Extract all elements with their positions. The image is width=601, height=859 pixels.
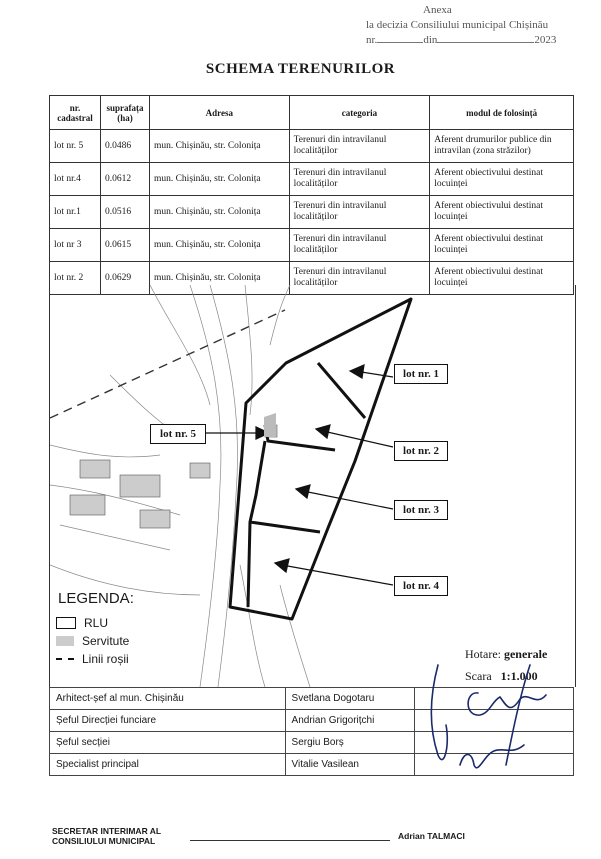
hotare-label: Hotare:: [465, 647, 501, 661]
legend-item-rlu: [56, 616, 176, 630]
cell-category: Terenuri din intravilanul localităților: [289, 130, 430, 163]
footer-secretary-title: [52, 826, 161, 846]
cell-address: mun. Chișinău, str. Colonița: [149, 262, 289, 295]
col-adresa: Adresa: [149, 96, 289, 130]
signatory-role: Șeful Direcției funciare: [50, 710, 286, 732]
cell-category: Terenuri din intravilanul localităților: [289, 196, 430, 229]
arrow-lot-2: [316, 425, 330, 438]
cell-area: 0.0516: [100, 196, 149, 229]
legend-item-linii-rosii: [56, 652, 176, 666]
decision-number-line: [366, 34, 556, 46]
legend-linii-rosii-text: Linii roșii: [82, 652, 129, 666]
arrow-lot-3: [296, 485, 310, 498]
dashed-boundary-line: [50, 310, 285, 418]
hotare-value: generale: [503, 647, 548, 661]
legend-rlu-text: RLU: [84, 616, 109, 630]
signatory-role: Arhitect-șef al mun. Chișinău: [50, 688, 286, 710]
servitute-swatch: [56, 636, 74, 646]
signatory-name: Andrian Grigorițchi: [285, 710, 415, 732]
footer-name: Adrian TALMACI: [398, 831, 465, 841]
cell-area: 0.0486: [100, 130, 149, 163]
lots-perimeter: [230, 299, 411, 619]
cell-category: Terenuri din intravilanul localităților: [289, 262, 430, 295]
cell-address: mun. Chișinău, str. Colonița: [149, 130, 289, 163]
arrow-lot-1: [350, 365, 364, 378]
cell-address: mun. Chișinău, str. Colonița: [149, 229, 289, 262]
cell-use: Aferent drumurilor publice din intravilan (zona străzilor): [430, 130, 574, 163]
table-row: [50, 196, 574, 229]
cell-nr: lot nr. 5: [50, 130, 101, 163]
col-modul-folosinta: modul de folosință: [430, 96, 574, 130]
col-categoria: categoria: [289, 96, 430, 130]
legend: [56, 590, 176, 666]
page-title: SCHEMA TERENURILOR: [205, 61, 396, 77]
arrow-lot-4: [275, 559, 289, 572]
lot-1-label: lot nr. 1: [394, 364, 448, 384]
scara-label: Scara: [465, 669, 492, 683]
scara-value: 1:1.000: [500, 669, 538, 683]
annex-label: Anexa: [423, 4, 452, 16]
table-header-row: [50, 96, 574, 130]
lots-outline: [230, 299, 411, 619]
cell-use: Aferent obiectivului destinat locuinței: [430, 229, 574, 262]
cell-address: mun. Chișinău, str. Colonița: [149, 163, 289, 196]
plots-table: [49, 95, 574, 295]
table-row: [50, 163, 574, 196]
col-nr-cadastral: nr. cadastral: [50, 96, 101, 130]
table-row: [50, 130, 574, 163]
decision-label: la decizia Consiliului municipal Chișinău: [366, 19, 549, 31]
table-row: [50, 229, 574, 262]
cell-nr: lot nr.1: [50, 196, 101, 229]
signatory-name: Svetlana Dogotaru: [285, 688, 415, 710]
cell-use: Aferent obiectivului destinat locuinței: [430, 262, 574, 295]
legend-title: LEGENDA:: [58, 590, 134, 607]
rlu-swatch: [56, 617, 76, 629]
legend-item-servitute: [56, 634, 176, 648]
servitude-patch: [264, 413, 276, 437]
lot-4-label: lot nr. 4: [394, 576, 448, 596]
signatory-role: Șeful secției: [50, 732, 286, 754]
cadastral-map: [49, 285, 576, 687]
cell-use: Aferent obiectivului destinat locuinței: [430, 196, 574, 229]
cell-use: Aferent obiectivului destinat locuinței: [430, 163, 574, 196]
cell-nr: lot nr. 2: [50, 262, 101, 295]
lot-3-label: lot nr. 3: [394, 500, 448, 520]
cell-area: 0.0629: [100, 262, 149, 295]
signatory-name: Sergiu Borș: [285, 732, 415, 754]
cell-area: 0.0615: [100, 229, 149, 262]
footer-line2: CONSILIULUI MUNICIPAL: [52, 836, 156, 846]
linii-rosii-swatch: [56, 658, 74, 660]
lot-5-label: lot nr. 5: [150, 424, 206, 444]
footer-signature-line: [190, 840, 390, 841]
col-suprafata: suprafața (ha): [100, 96, 149, 130]
cell-nr: lot nr.4: [50, 163, 101, 196]
year-label: 2023: [534, 34, 557, 46]
lot-divider-5: [248, 522, 250, 607]
cell-nr: lot nr 3: [50, 229, 101, 262]
signatory-name: Vitalie Vasilean: [285, 754, 415, 776]
cell-address: mun. Chișinău, str. Colonița: [149, 196, 289, 229]
signatory-role: Specialist principal: [50, 754, 286, 776]
din-label: din: [423, 34, 438, 46]
handwritten-signatures: [420, 655, 580, 785]
cell-category: Terenuri din intravilanul localităților: [289, 163, 430, 196]
cell-area: 0.0612: [100, 163, 149, 196]
lot-2-label: lot nr. 2: [394, 441, 448, 461]
legend-servitute-text: Servitute: [82, 634, 130, 648]
footer-line1: SECRETAR INTERIMAR AL: [52, 826, 162, 836]
cell-category: Terenuri din intravilanul localităților: [289, 229, 430, 262]
nr-label: nr.: [366, 34, 378, 46]
